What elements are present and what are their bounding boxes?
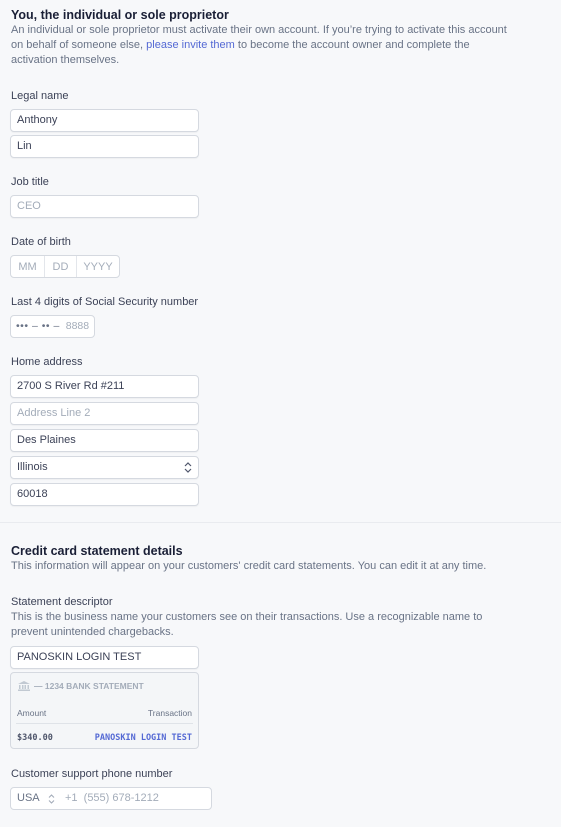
transaction-header: Transaction [147, 708, 192, 718]
support-phone-input[interactable]: +1 (555) 678-1212 [65, 792, 159, 804]
statement-amount: $340.00 [17, 733, 53, 743]
bank-statement-line [18, 681, 144, 691]
country-code-value: USA [17, 792, 40, 804]
statement-preview [10, 672, 199, 749]
address-line1-input[interactable]: 2700 S River Rd #211 [10, 375, 199, 398]
city-input[interactable]: Des Plaines [10, 429, 199, 452]
amount-header: Amount [17, 708, 47, 718]
job-title-label: Job title [11, 176, 49, 188]
ssn-label: Last 4 digits of Social Security number [11, 296, 199, 308]
individual-description [11, 23, 511, 68]
dob-year-input[interactable]: YYYY [83, 260, 113, 273]
ssn-last4-input[interactable] [10, 315, 95, 338]
statement-rule [16, 723, 193, 724]
country-code-select[interactable] [11, 788, 59, 809]
individual-desc-text-after: to become the account owner and complete the activation themselves. [11, 39, 470, 66]
zip-input[interactable]: 60018 [10, 483, 199, 506]
statement-descriptor-input[interactable]: PANOSKIN LOGIN TEST [10, 646, 199, 669]
legal-name-label: Legal name [11, 90, 69, 102]
statement-descriptor-label: Statement descriptor [11, 596, 113, 608]
support-phone-field [10, 787, 212, 810]
select-arrows-icon [48, 788, 55, 812]
ssn-mask: ••• – •• – [16, 320, 60, 332]
individual-desc-text: An individual or sole proprietor must activate their own account. If you’re trying to activate this account on behalf of someone else, [11, 24, 507, 51]
support-phone-label: Customer support phone number [11, 768, 173, 780]
bank-icon [18, 681, 30, 691]
statement-description: This information will appear on your customers' credit card statements. You can edit it at any time. [11, 560, 487, 572]
ssn-placeholder: 8888 [65, 320, 90, 332]
bank-statement-text: — 1234 BANK STATEMENT [34, 681, 144, 691]
dob-month-input[interactable]: MM [11, 256, 45, 277]
statement-section-title: Credit card statement details [11, 544, 183, 558]
state-select-value: Illinois [17, 461, 48, 473]
statement-transaction: PANOSKIN LOGIN TEST [94, 733, 192, 743]
job-title-input[interactable]: CEO [10, 195, 199, 218]
home-address-label: Home address [11, 356, 83, 368]
dob-day-input[interactable]: DD [45, 256, 77, 277]
state-select[interactable] [10, 456, 199, 479]
section-divider [0, 522, 561, 523]
select-arrows-icon [184, 457, 192, 481]
last-name-input[interactable]: Lin [10, 135, 199, 158]
dob-label: Date of birth [11, 236, 71, 248]
address-line2-input[interactable]: Address Line 2 [10, 402, 199, 425]
dob-field [10, 255, 120, 278]
statement-descriptor-description: This is the business name your customers see on their transactions. Use a recognizable name to prevent unintended chargebacks. [11, 611, 483, 638]
first-name-input[interactable]: Anthony [10, 109, 199, 132]
individual-section-title: You, the individual or sole proprietor [11, 8, 229, 22]
invite-link[interactable]: please invite them [146, 39, 235, 51]
